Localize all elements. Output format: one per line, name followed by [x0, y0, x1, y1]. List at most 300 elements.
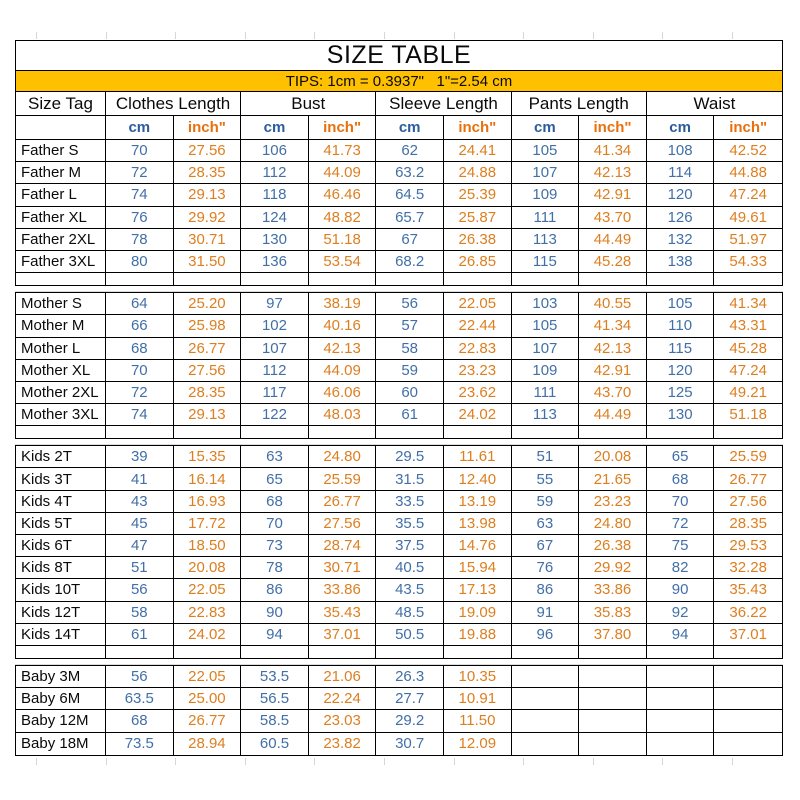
empty-cell [106, 646, 174, 658]
cm-value-cell: 97 [241, 293, 309, 314]
cm-value-cell: 47 [106, 535, 174, 556]
inch-unit-header: inch" [579, 116, 647, 139]
empty-cell [309, 426, 377, 438]
table-title: SIZE TABLE [326, 41, 472, 69]
cm-value-cell: 27.7 [376, 688, 444, 709]
inch-value-cell: 35.43 [309, 602, 377, 623]
empty-cell [647, 426, 715, 438]
cm-value-cell: 30.7 [376, 733, 444, 755]
inch-value-cell: 29.53 [729, 537, 767, 555]
inch-value-cell: 43.70 [579, 207, 647, 228]
size-tag-cell: Mother S [16, 293, 106, 314]
empty-cell [241, 646, 309, 658]
size-tag-cell: Baby 12M [16, 710, 106, 731]
table-row [16, 468, 782, 490]
gridline-tick [454, 32, 455, 39]
inch-value-cell: 26.77 [174, 338, 242, 359]
inch-value-cell: 25.39 [444, 184, 512, 205]
empty-separator-row [16, 426, 782, 438]
cm-value-cell: 58.5 [241, 710, 309, 731]
size-tag-cell: Baby 6M [16, 688, 106, 709]
size-tag-cell: Father L [16, 184, 106, 205]
size-tag-cell: Kids 4T [16, 491, 106, 512]
cm-value-cell: 92 [647, 602, 715, 623]
inch-value-cell: 45.28 [729, 339, 767, 357]
column-group-header: Waist [693, 93, 736, 113]
cm-value-cell: 126 [647, 207, 715, 228]
cm-value-cell: 61 [106, 624, 174, 645]
cm-value-cell: 113 [512, 229, 580, 250]
column-group-header: Pants Length [512, 92, 647, 115]
inch-value-cell: 26.77 [174, 710, 242, 731]
inch-value-cell: 40.16 [309, 315, 377, 336]
cm-value-cell: 115 [647, 338, 715, 359]
inch-value-cell: 36.22 [729, 603, 767, 621]
inch-value-cell [714, 688, 782, 709]
inch-value-cell: 22.24 [309, 688, 377, 709]
table-row [16, 557, 782, 579]
inch-value-cell: 28.74 [309, 535, 377, 556]
cm-value-cell: 50.5 [376, 624, 444, 645]
inch-value-cell: 22.83 [444, 338, 512, 359]
empty-cell [647, 646, 715, 658]
cm-value-cell: 56 [106, 666, 174, 687]
size-tag-cell: Father M [16, 162, 106, 183]
inch-value-cell: 28.35 [729, 514, 767, 532]
inch-value-cell: 12.09 [444, 733, 512, 755]
empty-separator-row [16, 646, 782, 658]
cm-value-cell: 45 [106, 513, 174, 534]
size-tag-cell: Kids 8T [16, 557, 106, 578]
inch-value-cell [579, 666, 647, 687]
table-row [16, 184, 782, 206]
empty-cell [512, 273, 580, 285]
inch-value-cell: 13.19 [444, 491, 512, 512]
inch-value-cell: 24.02 [174, 624, 242, 645]
gridline-tick [314, 758, 315, 765]
cm-value-cell: 60.5 [241, 733, 309, 755]
cm-value-cell: 125 [647, 382, 715, 403]
gridline-tick [36, 758, 37, 765]
inch-value-cell: 46.06 [309, 382, 377, 403]
empty-cell [174, 273, 242, 285]
title-row [16, 41, 782, 71]
cm-value-cell: 29.5 [376, 446, 444, 467]
cm-value-cell: 96 [512, 624, 580, 645]
inch-value-cell: 31.50 [174, 251, 242, 272]
empty-cell [579, 273, 647, 285]
inch-value-cell: 42.52 [729, 142, 767, 160]
cm-value-cell: 90 [647, 579, 715, 600]
cm-value-cell: 51 [512, 446, 580, 467]
inch-value-cell: 38.19 [309, 293, 377, 314]
gridline-tick [732, 32, 733, 39]
empty-separator-row [16, 273, 782, 285]
gridline-tick [384, 758, 385, 765]
cm-value-cell: 122 [241, 404, 309, 425]
empty-cell [444, 646, 512, 658]
cm-value-cell: 80 [106, 251, 174, 272]
inch-value-cell: 25.59 [309, 468, 377, 489]
cm-value-cell: 76 [106, 207, 174, 228]
cm-value-cell: 102 [241, 315, 309, 336]
inch-value-cell: 37.01 [309, 624, 377, 645]
inch-value-cell: 51.97 [729, 230, 767, 248]
cm-value-cell: 58 [376, 338, 444, 359]
inch-value-cell: 27.56 [309, 513, 377, 534]
inch-value-cell: 24.41 [444, 140, 512, 161]
inch-value-cell: 42.91 [579, 184, 647, 205]
cm-value-cell: 70 [241, 513, 309, 534]
cm-value-cell: 105 [512, 140, 580, 161]
inch-value-cell: 23.23 [444, 360, 512, 381]
cm-unit-header: cm [106, 116, 174, 139]
cm-value-cell: 103 [512, 293, 580, 314]
inch-value-cell: 22.05 [174, 666, 242, 687]
size-tag-column-header: Size Tag [16, 92, 106, 115]
empty-cell [106, 273, 174, 285]
inch-value-cell: 41.34 [579, 140, 647, 161]
cm-value-cell: 120 [647, 360, 715, 381]
empty-cell [309, 273, 377, 285]
inch-value-cell: 51.18 [309, 229, 377, 250]
gridline-tick [593, 758, 594, 765]
size-tag-cell: Father XL [16, 207, 106, 228]
empty-cell [241, 426, 309, 438]
table-row [16, 382, 782, 404]
inch-value-cell: 47.24 [729, 186, 767, 204]
inch-value-cell: 42.13 [579, 162, 647, 183]
gridline-tick [175, 32, 176, 39]
size-tag-cell: Kids 12T [16, 602, 106, 623]
cm-value-cell: 82 [647, 557, 715, 578]
cm-value-cell: 58 [106, 602, 174, 623]
inch-value-cell: 24.88 [444, 162, 512, 183]
empty-cell [16, 273, 106, 285]
inch-value-cell: 54.33 [729, 253, 767, 271]
inch-value-cell: 44.49 [579, 229, 647, 250]
gridline-tick [384, 32, 385, 39]
cm-value-cell: 26.3 [376, 666, 444, 687]
cm-value-cell: 106 [241, 140, 309, 161]
size-tag-cell: Father 2XL [16, 229, 106, 250]
inch-value-cell: 26.85 [444, 251, 512, 272]
inch-value-cell: 22.44 [444, 315, 512, 336]
cm-value-cell: 61 [376, 404, 444, 425]
inch-value-cell: 41.73 [309, 140, 377, 161]
inch-value-cell: 10.91 [444, 688, 512, 709]
inch-unit-header: inch" [444, 116, 512, 139]
table-row [16, 579, 782, 601]
gridline-tick [245, 758, 246, 765]
cm-value-cell: 111 [512, 382, 580, 403]
cm-value-cell: 60 [376, 382, 444, 403]
size-tag-cell: Mother 3XL [16, 404, 106, 425]
cm-value-cell: 73 [241, 535, 309, 556]
inch-value-cell: 28.35 [174, 162, 242, 183]
gridline-tick [106, 758, 107, 765]
inch-value-cell: 18.50 [174, 535, 242, 556]
gridline-tick [245, 32, 246, 39]
cm-value-cell: 68 [106, 710, 174, 731]
cm-value-cell: 62 [376, 140, 444, 161]
cm-value-cell: 72 [647, 513, 715, 534]
size-tag-cell: Kids 6T [16, 535, 106, 556]
table-section-mother [15, 292, 783, 439]
cm-value-cell: 107 [241, 338, 309, 359]
cm-value-cell: 136 [241, 251, 309, 272]
size-tag-cell: Mother L [16, 338, 106, 359]
cm-value-cell: 39 [106, 446, 174, 467]
empty-cell [714, 646, 782, 658]
inch-value-cell [714, 666, 782, 687]
size-tag-cell: Kids 2T [16, 446, 106, 467]
inch-value-cell: 24.80 [579, 513, 647, 534]
inch-value-cell: 23.23 [579, 491, 647, 512]
inch-value-cell: 11.50 [444, 710, 512, 731]
inch-value-cell: 37.80 [579, 624, 647, 645]
cm-value-cell: 63.5 [106, 688, 174, 709]
inch-value-cell: 53.54 [309, 251, 377, 272]
inch-value-cell: 29.13 [174, 184, 242, 205]
inch-value-cell: 26.77 [729, 470, 767, 488]
inch-value-cell: 26.38 [579, 535, 647, 556]
cm-value-cell: 29.2 [376, 710, 444, 731]
cm-value-cell: 59 [376, 360, 444, 381]
table-row [16, 688, 782, 710]
table-row [16, 710, 782, 732]
empty-cell [174, 646, 242, 658]
inch-value-cell: 33.86 [309, 579, 377, 600]
cm-value-cell: 48.5 [376, 602, 444, 623]
empty-cell [512, 646, 580, 658]
inch-value-cell: 42.91 [579, 360, 647, 381]
size-tag-cell: Mother XL [16, 360, 106, 381]
empty-cell [579, 426, 647, 438]
table-row [16, 535, 782, 557]
inch-value-cell: 28.94 [174, 733, 242, 755]
cm-value-cell: 118 [241, 184, 309, 205]
cm-value-cell [647, 710, 715, 731]
cm-value-cell: 55 [512, 468, 580, 489]
cm-value-cell: 90 [241, 602, 309, 623]
cm-value-cell: 76 [512, 557, 580, 578]
inch-value-cell: 27.56 [729, 492, 767, 510]
empty-cell [241, 273, 309, 285]
inch-value-cell: 41.34 [729, 295, 767, 313]
inch-value-cell: 13.98 [444, 513, 512, 534]
cm-value-cell: 72 [106, 382, 174, 403]
table-section-baby [15, 665, 783, 756]
table-row [16, 293, 782, 315]
inch-value-cell: 29.13 [174, 404, 242, 425]
table-row [16, 140, 782, 162]
cm-value-cell [647, 688, 715, 709]
cm-value-cell: 56.5 [241, 688, 309, 709]
inch-value-cell [579, 710, 647, 731]
size-tag-cell: Kids 14T [16, 624, 106, 645]
inch-value-cell: 27.56 [174, 140, 242, 161]
cm-value-cell: 115 [512, 251, 580, 272]
size-tag-cell: Kids 10T [16, 579, 106, 600]
tips-row [16, 71, 782, 92]
empty-cell [512, 426, 580, 438]
table-row [16, 162, 782, 184]
cm-value-cell: 64.5 [376, 184, 444, 205]
cm-value-cell: 124 [241, 207, 309, 228]
cm-value-cell: 67 [376, 229, 444, 250]
cm-value-cell: 68.2 [376, 251, 444, 272]
empty-cell [376, 646, 444, 658]
empty-cell [16, 646, 106, 658]
table-row [16, 491, 782, 513]
table-row [16, 733, 782, 755]
inch-value-cell [714, 733, 782, 755]
inch-value-cell: 25.00 [174, 688, 242, 709]
column-group-header: Bust [241, 92, 376, 115]
inch-value-cell: 15.94 [444, 557, 512, 578]
cm-value-cell: 120 [647, 184, 715, 205]
cm-value-cell: 51 [106, 557, 174, 578]
column-group-header: Clothes Length [106, 92, 241, 115]
inch-value-cell: 20.08 [174, 557, 242, 578]
cm-value-cell: 73.5 [106, 733, 174, 755]
cm-value-cell: 31.5 [376, 468, 444, 489]
cm-value-cell: 130 [647, 404, 715, 425]
gridline-tick [662, 758, 663, 765]
empty-cell [106, 426, 174, 438]
cm-value-cell [512, 710, 580, 731]
inch-value-cell: 25.98 [174, 315, 242, 336]
size-tag-cell: Kids 3T [16, 468, 106, 489]
cm-value-cell: 56 [106, 579, 174, 600]
cm-value-cell: 107 [512, 162, 580, 183]
size-tag-cell: Mother M [16, 315, 106, 336]
inch-unit-header: inch" [729, 119, 768, 136]
cm-value-cell: 65 [241, 468, 309, 489]
cm-unit-header: cm [647, 116, 715, 139]
inch-value-cell: 10.35 [444, 666, 512, 687]
cm-value-cell: 105 [512, 315, 580, 336]
table-row [16, 404, 782, 426]
empty-cell [376, 426, 444, 438]
cm-value-cell: 64 [106, 293, 174, 314]
inch-value-cell: 42.13 [309, 338, 377, 359]
cm-value-cell: 110 [647, 315, 715, 336]
inch-value-cell: 35.43 [729, 581, 767, 599]
cm-value-cell: 86 [241, 579, 309, 600]
cm-value-cell: 68 [241, 491, 309, 512]
size-tag-cell: Father S [16, 140, 106, 161]
empty-cell [174, 426, 242, 438]
cm-unit-header: cm [241, 116, 309, 139]
empty-cell [309, 646, 377, 658]
inch-value-cell: 24.02 [444, 404, 512, 425]
inch-value-cell: 44.09 [309, 162, 377, 183]
gridline-tick [314, 32, 315, 39]
inch-value-cell: 12.40 [444, 468, 512, 489]
inch-value-cell: 29.92 [579, 557, 647, 578]
gridline-tick [523, 758, 524, 765]
empty-cell [444, 426, 512, 438]
cm-value-cell: 94 [647, 624, 715, 645]
inch-value-cell [579, 688, 647, 709]
size-tag-cell: Baby 3M [16, 666, 106, 687]
empty-cell [376, 273, 444, 285]
table-section-kids [15, 445, 783, 659]
empty-cell [714, 273, 782, 285]
cm-value-cell: 74 [106, 404, 174, 425]
inch-value-cell: 35.83 [579, 602, 647, 623]
cm-value-cell: 70 [106, 360, 174, 381]
cm-value-cell: 37.5 [376, 535, 444, 556]
table-row [16, 207, 782, 229]
cm-value-cell [647, 666, 715, 687]
inch-value-cell: 26.38 [444, 229, 512, 250]
gridline-tick [36, 32, 37, 39]
gridline-tick [454, 758, 455, 765]
cm-value-cell: 56 [376, 293, 444, 314]
size-tag-cell: Mother 2XL [16, 382, 106, 403]
cm-value-cell: 41 [106, 468, 174, 489]
inch-value-cell: 23.62 [444, 382, 512, 403]
inch-value-cell: 19.09 [444, 602, 512, 623]
inch-value-cell: 45.28 [579, 251, 647, 272]
inch-value-cell: 22.83 [174, 602, 242, 623]
cm-value-cell: 138 [647, 251, 715, 272]
cm-value-cell: 59 [512, 491, 580, 512]
inch-value-cell: 16.14 [174, 468, 242, 489]
inch-value-cell [714, 710, 782, 731]
inch-value-cell: 27.56 [174, 360, 242, 381]
column-header-row [16, 92, 782, 116]
inch-value-cell: 11.61 [444, 446, 512, 467]
gridline-tick [523, 32, 524, 39]
table-row [16, 251, 782, 273]
inch-value-cell: 49.21 [729, 383, 767, 401]
tips-banner: TIPS: 1cm = 0.3937" 1"=2.54 cm [285, 72, 513, 90]
table-row [16, 666, 782, 688]
empty-cell [647, 273, 715, 285]
inch-value-cell: 17.13 [444, 579, 512, 600]
cm-value-cell: 68 [106, 338, 174, 359]
inch-value-cell: 17.72 [174, 513, 242, 534]
size-table [15, 40, 783, 756]
inch-value-cell: 43.70 [579, 382, 647, 403]
cm-value-cell: 40.5 [376, 557, 444, 578]
cm-value-cell: 35.5 [376, 513, 444, 534]
cm-value-cell: 117 [241, 382, 309, 403]
gridline-tick [732, 758, 733, 765]
cm-value-cell: 78 [106, 229, 174, 250]
cm-value-cell: 57 [376, 315, 444, 336]
cm-value-cell: 53.5 [241, 666, 309, 687]
inch-value-cell: 43.31 [729, 317, 767, 335]
inch-value-cell: 16.93 [174, 491, 242, 512]
inch-value-cell: 23.82 [309, 733, 377, 755]
empty-cell [16, 426, 106, 438]
table-row [16, 360, 782, 382]
gridline-tick [593, 32, 594, 39]
table-row [16, 513, 782, 535]
cm-value-cell: 108 [647, 140, 715, 161]
inch-value-cell: 19.88 [444, 624, 512, 645]
table-row [16, 338, 782, 360]
cm-value-cell: 86 [512, 579, 580, 600]
cm-value-cell: 132 [647, 229, 715, 250]
inch-unit-header: inch" [309, 116, 377, 139]
cm-value-cell: 114 [647, 162, 715, 183]
